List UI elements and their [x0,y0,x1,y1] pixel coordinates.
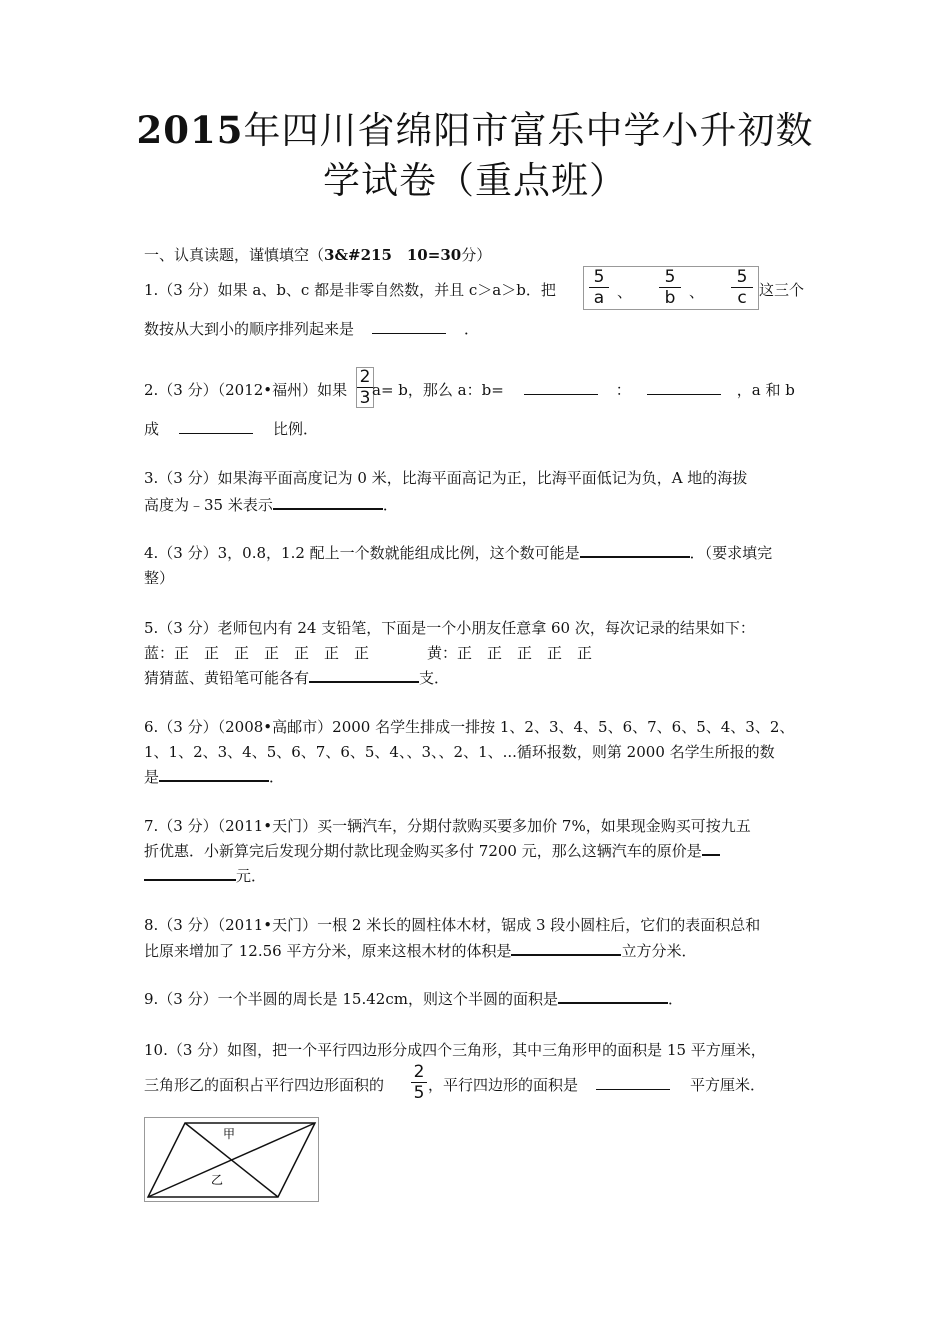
q2-line1: 2.（3 分）（2012•福州）如果 [144,381,348,399]
q6-line2: 1、1、2、3、4、5、6、7、6、5、4、、3、、2、1、...循环报数，则第 2000 名学生所报的数 [144,743,775,761]
q7-answer-blank-start[interactable] [702,853,720,856]
page-title-line2: 学试卷（重点班） [323,159,627,202]
q1-separator-2: 、 [689,283,705,301]
q3-line2: 高度为﹣35 米表示 ． [144,496,398,514]
q5-line1: 5.（3 分）老师包内有 24 支铅笔，下面是一个小朋友任意拿 60 次，每次记录的结果如下： [144,619,755,637]
q3-line1: 3.（3 分）如果海平面高度记为 0 米，比海平面高记为正，比海平面低记为负，A 地的海拔 [144,469,748,487]
q10-line2: 三角形乙的面积占平行四边形面积的 [144,1076,385,1094]
q8-line1: 8.（3 分）（2011•天门）一根 2 米长的圆柱体木材，锯成 3 段小圆柱后，它们的表面积总和 [144,916,761,934]
q1-line1: 1.（3 分）如果 a、b、c 都是非零自然数，并且 c＞a＞b．把 [144,281,556,299]
q5-line3: 猜猜蓝、黄铅笔可能各有 支． [144,669,450,687]
q1-fraction-1: 5 a [589,268,609,307]
q1-line2: 数按从大到小的顺序排列起来是 ． [144,320,480,338]
q1-line1-end: 这三个 [759,281,805,299]
q10-line1: 10.（3 分）如图，把一个平行四边形分成四个三角形，其中三角形甲的面积是 15 平方厘米， [144,1041,766,1059]
q10-answer-blank[interactable] [596,1088,670,1090]
parallelogram-figure [144,1117,319,1202]
label-yi: 乙 [211,1173,224,1187]
q7-answer-blank[interactable] [144,878,236,881]
q1-answer-blank[interactable] [372,332,446,334]
q2-fraction: 2 3 [356,367,374,408]
q5-answer-blank[interactable] [309,680,419,683]
q8-answer-blank[interactable] [511,953,621,956]
q2-answer-blank-a[interactable] [524,393,598,395]
q7-line3: 元． [144,865,266,886]
label-jia: 甲 [223,1127,236,1141]
q4-line2: 整） [144,569,175,587]
q4-answer-blank[interactable] [580,555,690,558]
q2-line2: 成 比例． [144,420,319,438]
q6-answer-blank[interactable] [159,779,269,782]
page-title-line1: 2015年四川省绵阳市富乐中学小升初数 [136,108,814,152]
q10-line2-rest: ，平行四边形的面积是 平方厘米． [428,1076,766,1094]
q9-answer-blank[interactable] [558,1001,668,1004]
q1-separator-1: 、 [617,283,633,301]
q6-line1: 6.（3 分）（2008•高邮市）2000 名学生排成一排按 1、2、3、4、5、6、7、6、5、4、3、2、 [144,718,795,736]
section-heading: 一、认真读题，谨慎填空（3&#215 10=30分） [144,246,492,264]
q3-answer-blank[interactable] [273,507,383,510]
parallelogram-diagram [145,1118,318,1201]
q10-fraction: 2 5 [411,1063,427,1102]
q7-line2: 折优惠．小新算完后发现分期付款比现金购买多付 7200 元，那么这辆汽车的原价是 [144,840,720,861]
q7-line1: 7.（3 分）（2011•天门）买一辆汽车，分期付款购买要多加价 7%，如果现金购买可按九五 [144,817,751,835]
q8-line2: 比原来增加了 12.56 平方分米，原来这根木材的体积是 立方分米． [144,942,697,960]
q2-answer-blank-b[interactable] [647,393,721,395]
q5-line2: 蓝：正 正 正 正 正 正 正 黄：正 正 正 正 正 [144,644,593,662]
q9-line1: 9.（3 分）一个半圆的周长是 15.42cm，则这个半圆的面积是 ． [144,990,683,1008]
q1-fraction-3: 5 c [731,268,753,307]
q2-answer-blank-c[interactable] [179,432,253,434]
q2-line1-rest: a= b，那么 a：b= ： ，a 和 b [372,381,795,399]
q4-line1: 4.（3 分）3，0.8，1.2 配上一个数就能组成比例，这个数可能是 ．（要求填完 [144,544,773,562]
q6-line3: 是 ． [144,768,285,786]
q1-fraction-2: 5 b [659,268,681,307]
